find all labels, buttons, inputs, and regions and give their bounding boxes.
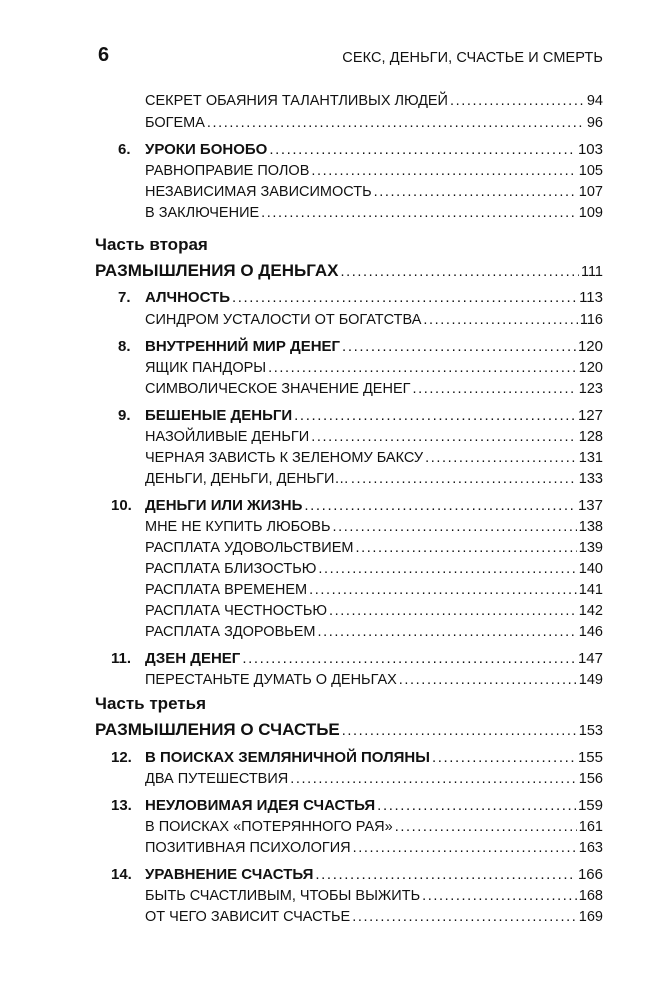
toc-chapter bbox=[145, 406, 603, 426]
toc-entry-title: УРОКИ БОНОБО bbox=[145, 141, 268, 158]
toc-section bbox=[145, 203, 603, 223]
dot-leader bbox=[261, 203, 577, 223]
toc-section bbox=[145, 817, 603, 837]
dot-leader bbox=[425, 448, 577, 468]
toc-page-number: 139 bbox=[578, 540, 603, 556]
toc-section bbox=[145, 838, 603, 858]
chapter-number: 8. bbox=[118, 338, 131, 355]
toc-entry-title: ДЕНЬГИ ИЛИ ЖИЗНЬ bbox=[145, 497, 303, 514]
toc-entry-title: МНЕ НЕ КУПИТЬ ЛЮБОВЬ bbox=[145, 519, 331, 535]
toc-entry-title: ПЕРЕСТАНЬТЕ ДУМАТЬ О ДЕНЬГАХ bbox=[145, 672, 397, 688]
toc-entry-title: БЕШЕНЫЕ ДЕНЬГИ bbox=[145, 407, 293, 424]
toc-section bbox=[145, 517, 603, 537]
dot-leader bbox=[268, 358, 577, 378]
toc-section bbox=[145, 113, 603, 133]
chapter-number: 7. bbox=[118, 289, 131, 306]
toc-chapter bbox=[145, 796, 603, 816]
toc-page-number: 155 bbox=[577, 749, 603, 766]
dot-leader bbox=[311, 427, 577, 447]
part-label: Часть вторая bbox=[95, 235, 208, 254]
toc-entry-title: ДЕНЬГИ, ДЕНЬГИ, ДЕНЬГИ… bbox=[145, 471, 349, 487]
dot-leader bbox=[395, 817, 577, 837]
toc-page-number: 128 bbox=[578, 429, 603, 445]
toc-section bbox=[145, 907, 603, 927]
toc-page-number: 133 bbox=[578, 471, 603, 487]
dot-leader bbox=[294, 406, 576, 426]
toc-page-number: 111 bbox=[580, 264, 603, 280]
toc-part-title bbox=[95, 260, 603, 282]
toc-section bbox=[145, 469, 603, 489]
toc-section bbox=[145, 538, 603, 558]
toc-page-number: 161 bbox=[578, 819, 603, 835]
toc-section bbox=[145, 182, 603, 202]
toc-chapter bbox=[145, 748, 603, 768]
toc-page-number: 127 bbox=[577, 407, 603, 424]
dot-leader bbox=[377, 796, 576, 816]
toc-page-number: 113 bbox=[579, 289, 603, 306]
page-number: 6 bbox=[98, 44, 110, 66]
dot-leader bbox=[318, 622, 577, 642]
toc-entry-title: СЕКРЕТ ОБАЯНИЯ ТАЛАНТЛИВЫХ ЛЮДЕЙ bbox=[145, 93, 448, 109]
toc-entry-title: РАСПЛАТА БЛИЗОСТЬЮ bbox=[145, 561, 317, 577]
toc-entry-title: ВНУТРЕННИЙ МИР ДЕНЕГ bbox=[145, 338, 341, 355]
dot-leader bbox=[242, 649, 576, 669]
toc-section bbox=[145, 379, 603, 399]
dot-leader bbox=[340, 261, 579, 283]
chapter-number: 11. bbox=[111, 650, 132, 667]
toc-page-number: 109 bbox=[578, 205, 603, 221]
toc-entry-title: РАСПЛАТА УДОВОЛЬСТВИЕМ bbox=[145, 540, 354, 556]
toc-section bbox=[145, 559, 603, 579]
toc-entry-title: В ЗАКЛЮЧЕНИЕ bbox=[145, 205, 260, 221]
toc-page-number: 137 bbox=[577, 497, 603, 514]
toc-entry-title: НЕУЛОВИМАЯ ИДЕЯ СЧАСТЬЯ bbox=[145, 797, 376, 814]
toc-entry-title: ДЗЕН ДЕНЕГ bbox=[145, 650, 241, 667]
toc-entry-title: РАВНОПРАВИЕ ПОЛОВ bbox=[145, 163, 310, 179]
part-label: Часть третья bbox=[95, 694, 206, 713]
toc-page-number: 138 bbox=[578, 519, 603, 535]
dot-leader bbox=[355, 538, 576, 558]
toc-page-number: 120 bbox=[577, 338, 603, 355]
toc-part-title bbox=[95, 719, 603, 741]
toc-entry-title: НАЗОЙЛИВЫЕ ДЕНЬГИ bbox=[145, 429, 310, 445]
toc-section bbox=[145, 769, 603, 789]
toc-chapter bbox=[145, 288, 603, 308]
running-head: СЕКС, ДЕНЬГИ, СЧАСТЬЕ И СМЕРТЬ bbox=[342, 50, 603, 66]
toc-page-number: 168 bbox=[578, 888, 603, 904]
toc-page-number: 153 bbox=[578, 723, 603, 739]
toc-entry-title: БОГЕМА bbox=[145, 115, 205, 131]
dot-leader bbox=[374, 182, 577, 202]
toc-section bbox=[145, 601, 603, 621]
toc-page-number: 123 bbox=[578, 381, 603, 397]
toc-entry-title: РАЗМЫШЛЕНИЯ О СЧАСТЬЕ bbox=[95, 720, 340, 739]
dot-leader bbox=[352, 907, 577, 927]
dot-leader bbox=[318, 559, 576, 579]
toc-chapter bbox=[145, 140, 603, 160]
dot-leader bbox=[232, 288, 577, 308]
dot-leader bbox=[329, 601, 577, 621]
dot-leader bbox=[423, 310, 578, 330]
toc-page-number: 120 bbox=[578, 360, 603, 376]
toc-section bbox=[145, 91, 603, 111]
dot-leader bbox=[399, 670, 577, 690]
chapter-number: 6. bbox=[118, 141, 131, 158]
toc-entry-title: ЯЩИК ПАНДОРЫ bbox=[145, 360, 267, 376]
toc-page-number: 149 bbox=[578, 672, 603, 688]
toc-entry-title: БЫТЬ СЧАСТЛИВЫМ, ЧТОБЫ ВЫЖИТЬ bbox=[145, 888, 421, 904]
toc-chapter bbox=[145, 337, 603, 357]
toc-section bbox=[145, 886, 603, 906]
dot-leader bbox=[342, 337, 576, 357]
toc-page-number: 103 bbox=[577, 141, 603, 158]
toc-page-number: 142 bbox=[578, 603, 603, 619]
dot-leader bbox=[309, 580, 577, 600]
toc-section bbox=[145, 310, 603, 330]
toc-page-number: 140 bbox=[578, 561, 603, 577]
toc-entry-title: ДВА ПУТЕШЕСТВИЯ bbox=[145, 771, 289, 787]
toc-entry-title: ЧЕРНАЯ ЗАВИСТЬ К ЗЕЛЕНОМУ БАКСУ bbox=[145, 450, 424, 466]
toc-page-number: 116 bbox=[579, 312, 603, 328]
toc-page-number: 107 bbox=[578, 184, 603, 200]
chapter-number: 14. bbox=[111, 866, 132, 883]
toc-entry-title: РАЗМЫШЛЕНИЯ О ДЕНЬГАХ bbox=[95, 261, 339, 280]
toc-page-number: 166 bbox=[577, 866, 603, 883]
toc-page-number: 147 bbox=[577, 650, 603, 667]
dot-leader bbox=[351, 469, 577, 489]
dot-leader bbox=[450, 91, 585, 111]
chapter-number: 10. bbox=[111, 497, 132, 514]
dot-leader bbox=[290, 769, 577, 789]
dot-leader bbox=[332, 517, 576, 537]
toc-page-number: 156 bbox=[578, 771, 603, 787]
toc-section bbox=[145, 358, 603, 378]
dot-leader bbox=[432, 748, 576, 768]
toc-entry-title: ПОЗИТИВНАЯ ПСИХОЛОГИЯ bbox=[145, 840, 351, 856]
toc-entry-title: НЕЗАВИСИМАЯ ЗАВИСИМОСТЬ bbox=[145, 184, 372, 200]
toc-section bbox=[145, 427, 603, 447]
toc-page-number: 169 bbox=[578, 909, 603, 925]
toc-page-number: 163 bbox=[578, 840, 603, 856]
dot-leader bbox=[412, 379, 576, 399]
toc-entry-title: РАСПЛАТА ВРЕМЕНЕМ bbox=[145, 582, 308, 598]
toc-entry-title: РАСПЛАТА ЗДОРОВЬЕМ bbox=[145, 624, 316, 640]
toc-page-number: 131 bbox=[578, 450, 603, 466]
toc-entry-title: СИНДРОМ УСТАЛОСТИ ОТ БОГАТСТВА bbox=[145, 312, 422, 328]
dot-leader bbox=[353, 838, 577, 858]
chapter-number: 13. bbox=[111, 797, 132, 814]
toc-page-number: 146 bbox=[578, 624, 603, 640]
dot-leader bbox=[207, 113, 585, 133]
toc-entry-title: В ПОИСКАХ «ПОТЕРЯННОГО РАЯ» bbox=[145, 819, 393, 835]
toc-page-number: 141 bbox=[578, 582, 603, 598]
toc-entry-title: РАСПЛАТА ЧЕСТНОСТЬЮ bbox=[145, 603, 328, 619]
dot-leader bbox=[315, 865, 576, 885]
toc-entry-title: АЛЧНОСТЬ bbox=[145, 289, 230, 306]
chapter-number: 9. bbox=[118, 407, 131, 424]
chapter-number: 12. bbox=[111, 749, 132, 766]
toc-chapter bbox=[145, 649, 603, 669]
dot-leader bbox=[342, 720, 577, 742]
toc-page-number: 105 bbox=[578, 163, 603, 179]
toc-page-number: 96 bbox=[586, 115, 603, 131]
toc-section bbox=[145, 161, 603, 181]
toc-section bbox=[145, 580, 603, 600]
dot-leader bbox=[304, 496, 576, 516]
toc-chapter bbox=[145, 865, 603, 885]
toc-entry-title: СИМВОЛИЧЕСКОЕ ЗНАЧЕНИЕ ДЕНЕГ bbox=[145, 381, 411, 397]
toc-entry-title: В ПОИСКАХ ЗЕМЛЯНИЧНОЙ ПОЛЯНЫ bbox=[145, 749, 430, 766]
toc-section bbox=[145, 670, 603, 690]
toc-chapter bbox=[145, 496, 603, 516]
toc-entry-title: УРАВНЕНИЕ СЧАСТЬЯ bbox=[145, 866, 314, 883]
dot-leader bbox=[269, 140, 576, 160]
dot-leader bbox=[311, 161, 576, 181]
dot-leader bbox=[422, 886, 577, 906]
toc-page-number: 94 bbox=[586, 93, 603, 109]
toc-page-number: 159 bbox=[577, 797, 603, 814]
toc-section bbox=[145, 448, 603, 468]
toc-entry-title: ОТ ЧЕГО ЗАВИСИТ СЧАСТЬЕ bbox=[145, 909, 351, 925]
toc-section bbox=[145, 622, 603, 642]
